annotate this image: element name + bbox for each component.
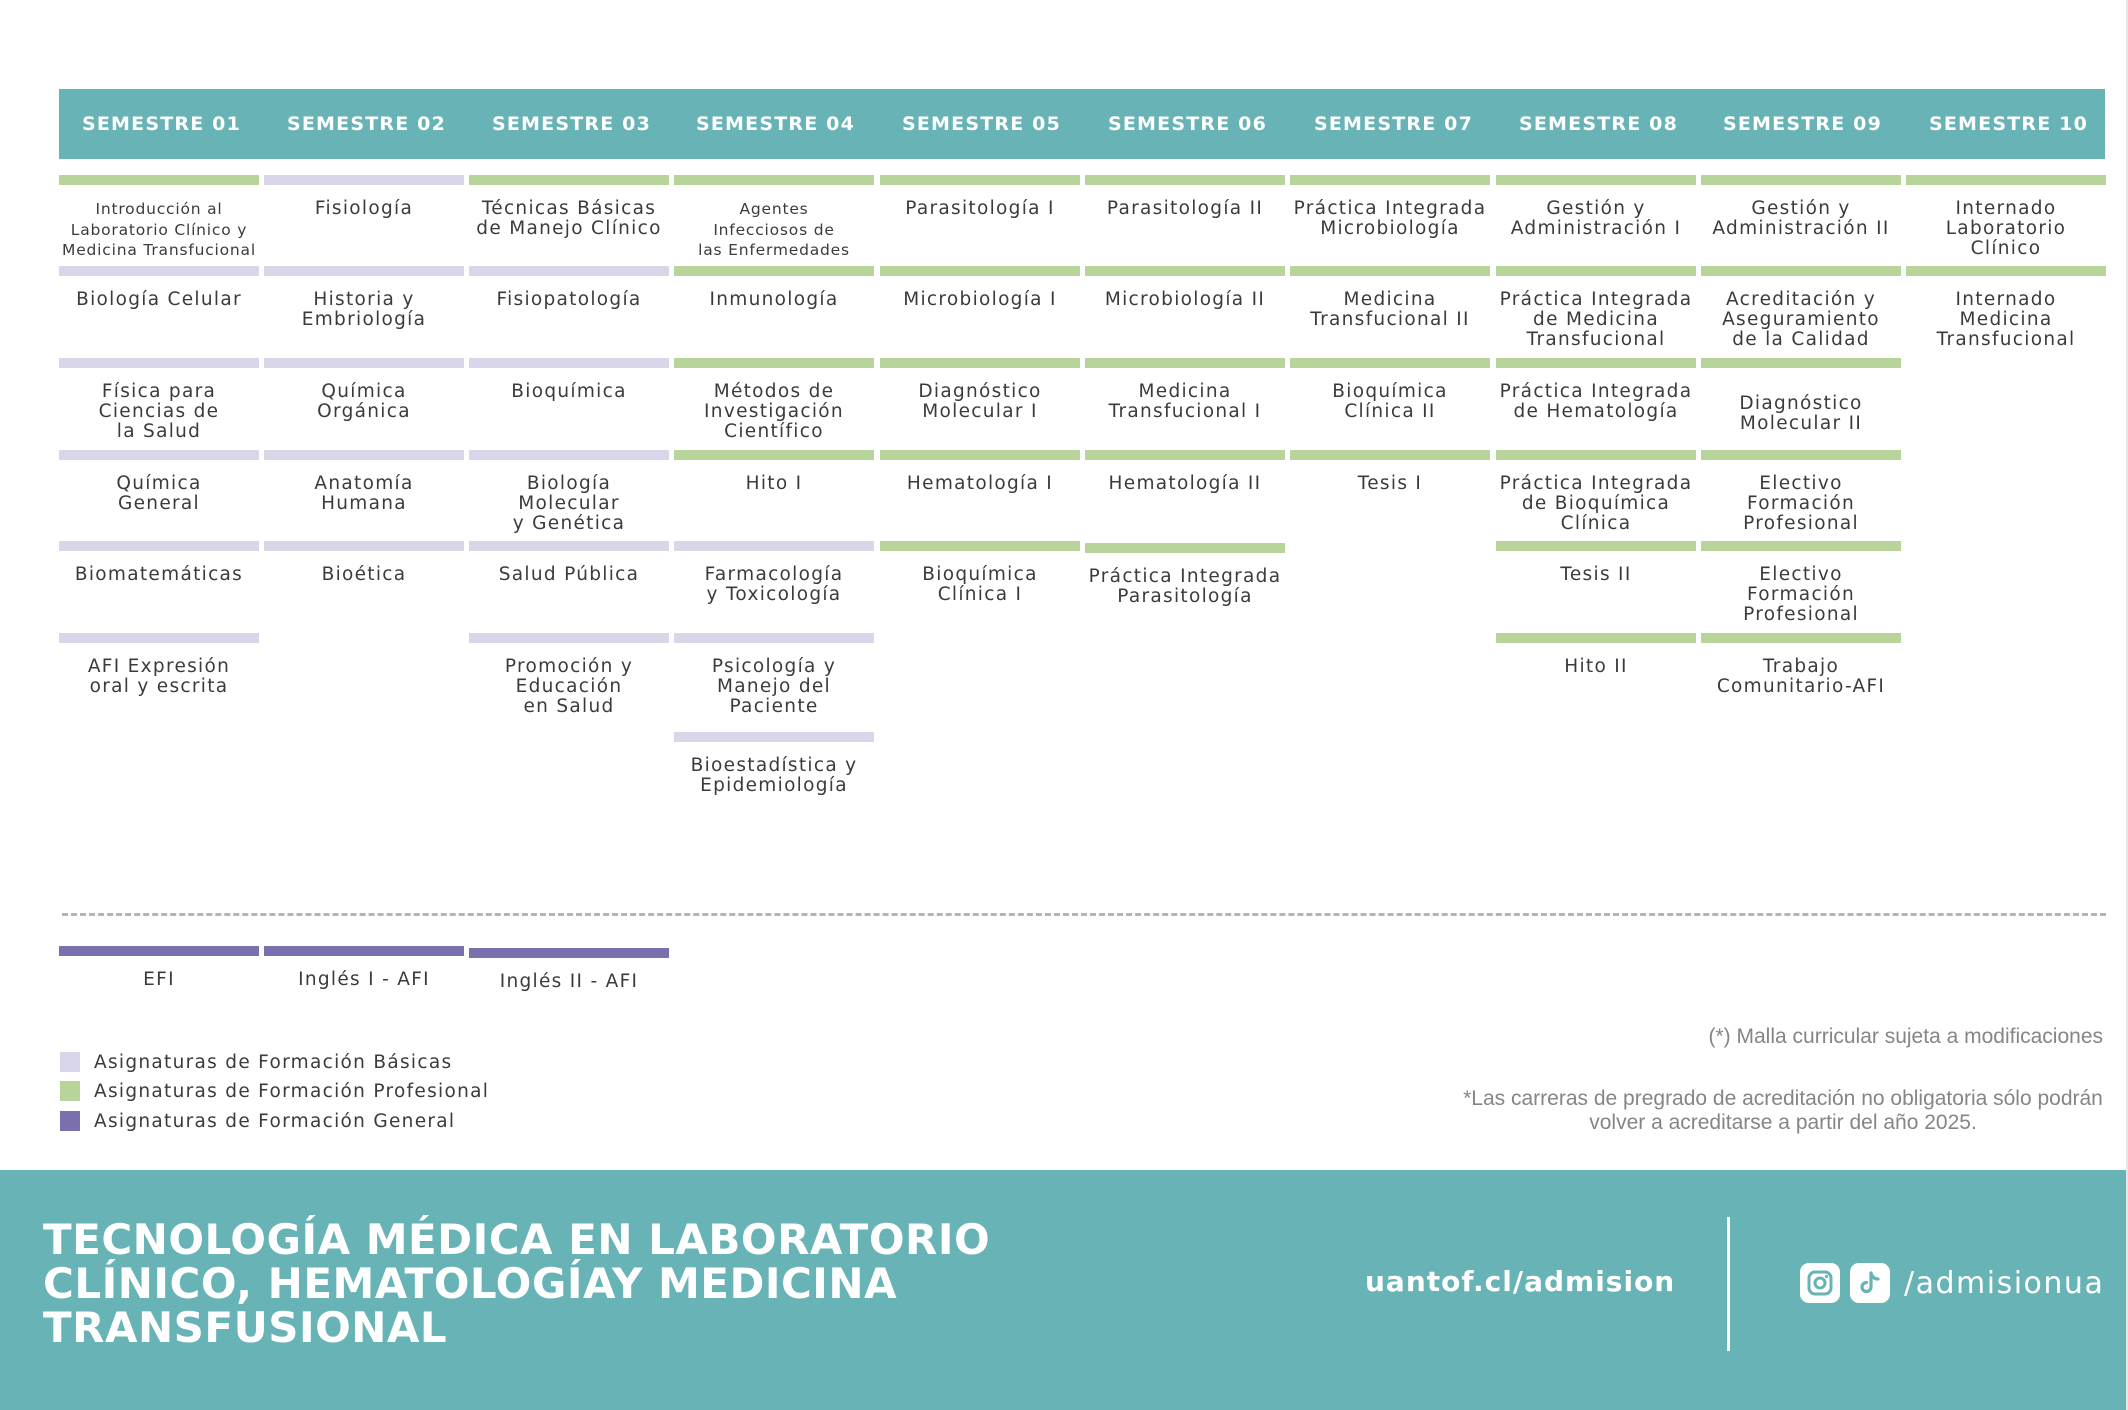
subject-label: EFI bbox=[143, 969, 175, 990]
subject-label: Parasitología II bbox=[1106, 198, 1264, 219]
subject-card bbox=[1085, 266, 1285, 310]
subject-card bbox=[880, 358, 1080, 422]
subject-card bbox=[1701, 358, 1901, 434]
subject-label: Bioestadística y Epidemiología bbox=[690, 755, 858, 796]
subject-card bbox=[1085, 175, 1285, 219]
subject-label: Gestión y Administración II bbox=[1712, 198, 1890, 239]
semester-04-header: SEMESTRE 04 bbox=[695, 113, 856, 135]
subject-card bbox=[469, 358, 669, 402]
dashed-divider bbox=[62, 913, 2106, 916]
subject-card bbox=[1701, 633, 1901, 697]
semester-10-header: SEMESTRE 10 bbox=[1928, 113, 2089, 135]
legend-swatch bbox=[60, 1052, 80, 1072]
subject-label: Biología Celular bbox=[76, 289, 242, 310]
subject-card bbox=[469, 541, 669, 585]
semester-07-header: SEMESTRE 07 bbox=[1313, 113, 1474, 135]
program-title: TECNOLOGÍA MÉDICA EN LABORATORIO CLÍNICO, HEMATOLOGÍAY MEDICINA TRANSFUSIONAL bbox=[43, 1215, 991, 1352]
subject-label: Química General bbox=[116, 473, 202, 514]
subject-label: Práctica Integrada de Medicina Transfucional bbox=[1499, 289, 1693, 350]
subject-card bbox=[59, 633, 259, 697]
admission-url-link[interactable]: uantof.cl/admision bbox=[1365, 1265, 1676, 1298]
semester-01-header: SEMESTRE 01 bbox=[81, 113, 242, 135]
subject-card bbox=[264, 266, 464, 330]
subject-card bbox=[880, 541, 1080, 605]
subject-label: Fisiopatología bbox=[496, 289, 642, 310]
subject-card bbox=[1701, 450, 1901, 534]
subject-label: Bioquímica Clínica I bbox=[922, 564, 1038, 605]
legend-label: Asignaturas de Formación Profesional bbox=[94, 1081, 490, 1102]
accreditation-note: *Las carreras de pregrado de acreditación no obligatoria sólo podrán volver a acreditarse a partir del año 2025. bbox=[1463, 1087, 2103, 1134]
subject-card bbox=[264, 541, 464, 585]
subject-label: Hematología I bbox=[906, 473, 1054, 494]
subject-card bbox=[674, 633, 874, 717]
subject-card bbox=[264, 358, 464, 422]
subject-label: Parasitología I bbox=[905, 198, 1055, 219]
subject-card bbox=[674, 358, 874, 442]
subject-card bbox=[1496, 450, 1696, 534]
semester-03-header: SEMESTRE 03 bbox=[491, 113, 652, 135]
subject-card bbox=[1085, 450, 1285, 494]
subject-label: Trabajo Comunitario-AFI bbox=[1716, 656, 1886, 697]
subject-card bbox=[1496, 175, 1696, 239]
semester-02-header: SEMESTRE 02 bbox=[286, 113, 447, 135]
subject-label: Anatomía Humana bbox=[314, 473, 414, 514]
legend-swatch bbox=[60, 1081, 80, 1101]
subject-label: Inmunología bbox=[709, 289, 839, 310]
subject-label: Técnicas Básicas de Manejo Clínico bbox=[476, 198, 662, 239]
footer-divider bbox=[1727, 1217, 1730, 1351]
subject-card bbox=[469, 175, 669, 239]
subject-label: Tesis II bbox=[1560, 564, 1632, 585]
subject-card bbox=[469, 266, 669, 310]
subject-label: Métodos de Investigación Científico bbox=[704, 381, 844, 442]
subject-card bbox=[59, 358, 259, 442]
subject-label: Hito II bbox=[1564, 656, 1628, 677]
subject-label: Biomatemáticas bbox=[74, 564, 244, 585]
subject-label: Internado Laboratorio Clínico bbox=[1945, 198, 2067, 259]
semester-09-header: SEMESTRE 09 bbox=[1722, 113, 1883, 135]
subject-card bbox=[1290, 175, 1490, 239]
legend-label: Asignaturas de Formación Básicas bbox=[94, 1052, 453, 1073]
subject-card bbox=[674, 450, 874, 494]
subject-label: Inglés I - AFI bbox=[298, 969, 430, 990]
semester-header-bar bbox=[59, 89, 2105, 159]
subject-label: Historia y Embriología bbox=[301, 289, 427, 330]
subject-label: Bioética bbox=[321, 564, 407, 585]
subject-label: Electivo Formación Profesional bbox=[1743, 473, 1859, 534]
tiktok-icon[interactable] bbox=[1850, 1263, 1890, 1303]
subject-label: Medicina Transfucional II bbox=[1310, 289, 1470, 330]
subject-label: Farmacología y Toxicología bbox=[704, 564, 844, 605]
subject-card bbox=[59, 946, 259, 990]
subject-card bbox=[469, 948, 669, 992]
subject-card bbox=[469, 450, 669, 534]
subject-label: Biología Molecular y Genética bbox=[512, 473, 626, 534]
subject-label: Medicina Transfucional I bbox=[1108, 381, 1262, 422]
subject-card bbox=[1906, 175, 2106, 259]
footer-banner bbox=[0, 1170, 2128, 1410]
subject-card bbox=[1701, 541, 1901, 625]
subject-label: Práctica Integrada Microbiología bbox=[1293, 198, 1487, 239]
instagram-icon[interactable] bbox=[1800, 1263, 1840, 1303]
subject-card bbox=[1906, 266, 2106, 350]
subject-label: Introducción al Laboratorio Clínico y Medicina Transfucional bbox=[62, 200, 256, 259]
subject-label: Bioquímica Clínica II bbox=[1332, 381, 1448, 422]
subject-card bbox=[59, 450, 259, 514]
social-handle[interactable]: /admisionua bbox=[1904, 1265, 2105, 1301]
subject-label: Acreditación y Aseguramiento de la Calidad bbox=[1722, 289, 1880, 350]
subject-label: Hito I bbox=[745, 473, 803, 494]
subject-card bbox=[264, 946, 464, 990]
subject-card bbox=[674, 175, 874, 261]
subject-card bbox=[880, 266, 1080, 310]
modifications-note: (*) Malla curricular sujeta a modificaciones bbox=[1708, 1025, 2103, 1048]
subject-card bbox=[1701, 266, 1901, 350]
subject-card bbox=[1290, 266, 1490, 330]
subject-label: Microbiología I bbox=[903, 289, 1057, 310]
subject-label: Agentes Infecciosos de las Enfermedades bbox=[698, 200, 850, 259]
subject-label: Promoción y Educación en Salud bbox=[504, 656, 634, 717]
subject-card bbox=[59, 175, 259, 261]
subject-label: AFI Expresión oral y escrita bbox=[87, 656, 231, 697]
subject-label: Salud Pública bbox=[498, 564, 640, 585]
subject-card bbox=[674, 732, 874, 796]
subject-card bbox=[1085, 358, 1285, 422]
subject-card bbox=[880, 175, 1080, 219]
subject-card bbox=[469, 633, 669, 717]
subject-label: Electivo Formación Profesional bbox=[1743, 564, 1859, 625]
legend-label: Asignaturas de Formación General bbox=[94, 1111, 456, 1132]
subject-label: Psicología y Manejo del Paciente bbox=[711, 656, 837, 717]
subject-label: Tesis I bbox=[1357, 473, 1423, 494]
subject-label: Gestión y Administración I bbox=[1510, 198, 1682, 239]
subject-card bbox=[674, 266, 874, 310]
subject-label: Inglés II - AFI bbox=[499, 971, 639, 992]
subject-card bbox=[1496, 358, 1696, 422]
subject-card bbox=[1496, 266, 1696, 350]
semester-08-header: SEMESTRE 08 bbox=[1518, 113, 1679, 135]
subject-card bbox=[1290, 358, 1490, 422]
subject-card bbox=[1290, 450, 1490, 494]
subject-label: Diagnóstico Molecular II bbox=[1739, 393, 1863, 434]
subject-label: Internado Medicina Transfucional bbox=[1936, 289, 2076, 350]
subject-card bbox=[59, 541, 259, 585]
semester-05-header: SEMESTRE 05 bbox=[901, 113, 1062, 135]
subject-label: Hematología II bbox=[1108, 473, 1262, 494]
legend-swatch bbox=[60, 1111, 80, 1131]
subject-card bbox=[264, 175, 464, 219]
subject-card bbox=[1496, 633, 1696, 677]
subject-card bbox=[59, 266, 259, 310]
subject-card bbox=[1496, 541, 1696, 585]
subject-card bbox=[674, 541, 874, 605]
subject-label: Diagnóstico Molecular I bbox=[918, 381, 1042, 422]
subject-card bbox=[1701, 175, 1901, 239]
subject-label: Microbiología II bbox=[1104, 289, 1266, 310]
subject-label: Práctica Integrada de Bioquímica Clínica bbox=[1499, 473, 1693, 534]
subject-label: Fisiología bbox=[314, 198, 414, 219]
social-links bbox=[1800, 1260, 2104, 1306]
subject-label: Práctica Integrada Parasitología bbox=[1088, 566, 1282, 607]
subject-label: Práctica Integrada de Hematología bbox=[1499, 381, 1693, 422]
subject-label: Química Orgánica bbox=[317, 381, 411, 422]
semester-06-header: SEMESTRE 06 bbox=[1107, 113, 1268, 135]
subject-card bbox=[1085, 543, 1285, 607]
subject-label: Física para Ciencias de la Salud bbox=[98, 381, 220, 442]
subject-label: Bioquímica bbox=[511, 381, 627, 402]
subject-card bbox=[880, 450, 1080, 494]
subject-card bbox=[264, 450, 464, 514]
